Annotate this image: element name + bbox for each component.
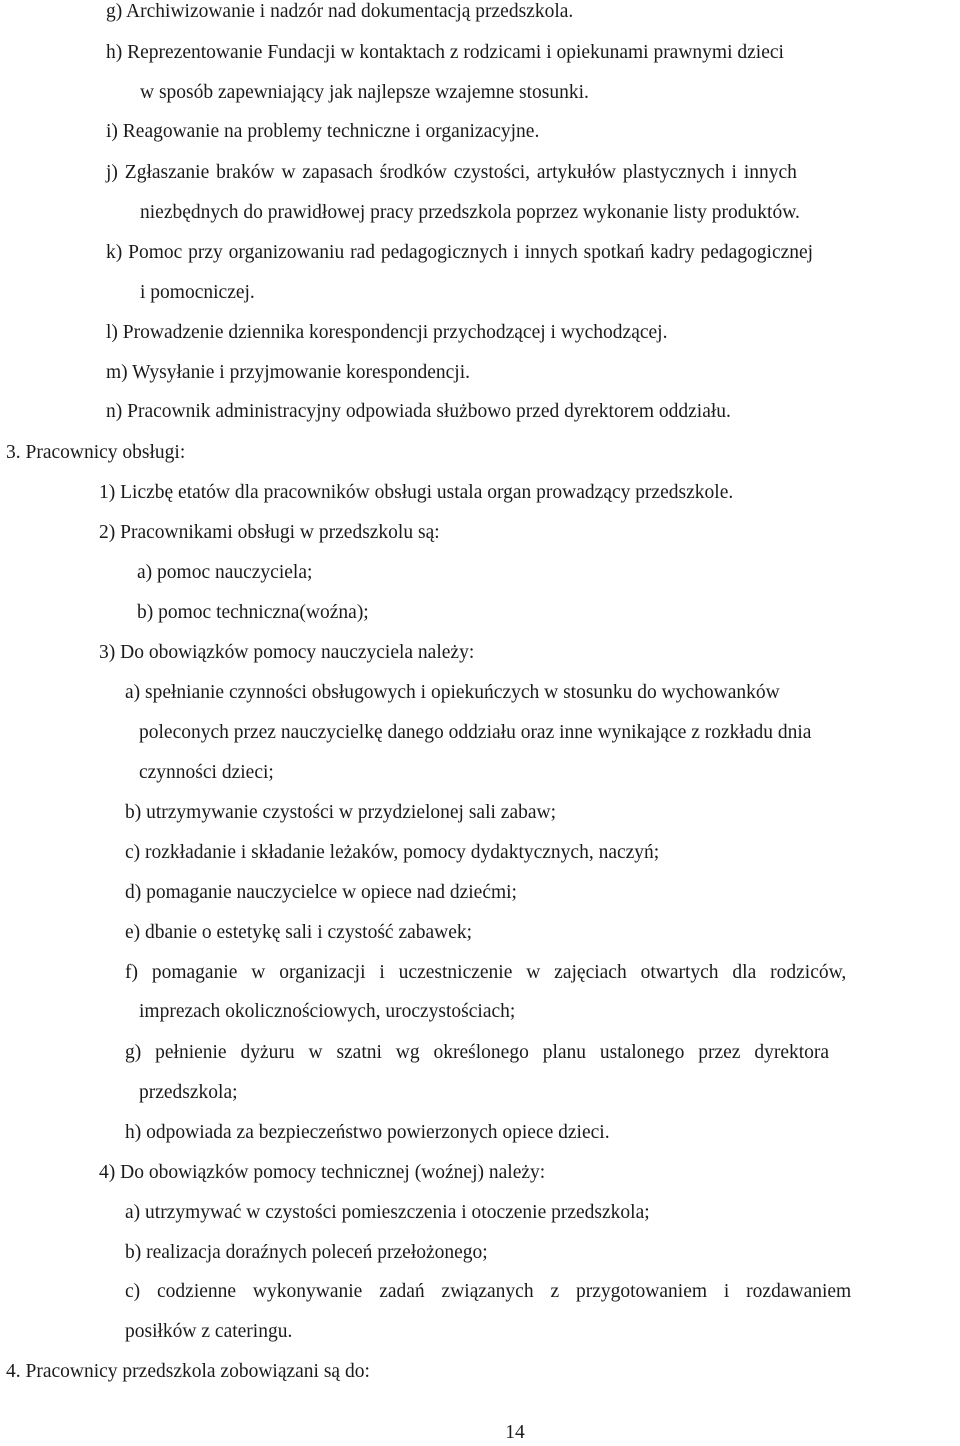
text-line: b) utrzymywanie czystości w przydzielonej sali zabaw; xyxy=(125,802,557,823)
text-line: g) Archiwizowanie i nadzór nad dokumentacją przedszkola. xyxy=(106,1,574,22)
text-line: a) utrzymywać w czystości pomieszczenia i otoczenie przedszkola; xyxy=(125,1202,650,1223)
text-line: j) Zgłaszanie braków w zapasach środków czystości, artykułów plastycznych i innych xyxy=(106,162,797,183)
text-line: poleconych przez nauczycielkę danego oddziału oraz inne wynikające z rozkładu dnia xyxy=(139,722,812,743)
text-line: n) Pracownik administracyjny odpowiada służbowo przed dyrektorem oddziału. xyxy=(106,401,731,422)
text-line: b) realizacja doraźnych poleceń przełożonego; xyxy=(125,1242,488,1263)
text-line: l) Prowadzenie dziennika korespondencji przychodzącej i wychodzącej. xyxy=(106,322,668,343)
text-line: h) odpowiada za bezpieczeństwo powierzonych opiece dzieci. xyxy=(125,1122,610,1143)
text-line: posiłków z cateringu. xyxy=(125,1321,293,1342)
text-line: niezbędnych do prawidłowej pracy przedszkola poprzez wykonanie listy produktów. xyxy=(140,202,800,223)
text-line: czynności dzieci; xyxy=(139,762,274,783)
text-line: i pomocniczej. xyxy=(140,282,255,303)
text-line: d) pomaganie nauczycielce w opiece nad dziećmi; xyxy=(125,882,517,903)
text-line: c) rozkładanie i składanie leżaków, pomocy dydaktycznych, naczyń; xyxy=(125,842,660,863)
text-line: f) pomaganie w organizacji i uczestniczenie w zajęciach otwartych dla rodziców, xyxy=(125,962,847,983)
text-line: 2) Pracownikami obsługi w przedszkolu są: xyxy=(99,522,440,543)
text-line: b) pomoc techniczna(woźna); xyxy=(137,602,369,623)
section-heading: 3. Pracownicy obsługi: xyxy=(6,442,186,463)
text-line: 4) Do obowiązków pomocy technicznej (woźnej) należy: xyxy=(99,1162,546,1183)
text-line: imprezach okolicznościowych, uroczystościach; xyxy=(139,1001,516,1022)
text-line: 3) Do obowiązków pomocy nauczyciela należy: xyxy=(99,642,475,663)
text-line: e) dbanie o estetykę sali i czystość zabawek; xyxy=(125,922,473,943)
text-line: m) Wysyłanie i przyjmowanie korespondencji. xyxy=(106,362,470,383)
text-line: k) Pomoc przy organizowaniu rad pedagogicznych i innych spotkań kadry pedagogicznej xyxy=(106,242,814,263)
page-number: 14 xyxy=(505,1422,525,1443)
text-line: przedszkola; xyxy=(139,1082,238,1103)
text-line: a) spełnianie czynności obsługowych i opiekuńczych w stosunku do wychowanków xyxy=(125,682,780,703)
text-line: g) pełnienie dyżuru w szatni wg określonego planu ustalonego przez dyrektora xyxy=(125,1042,830,1063)
text-line: 1) Liczbę etatów dla pracowników obsługi ustala organ prowadzący przedszkole. xyxy=(99,482,734,503)
text-line: h) Reprezentowanie Fundacji w kontaktach z rodzicami i opiekunami prawnymi dzieci xyxy=(106,42,784,63)
text-line: c) codzienne wykonywanie zadań związanych z przygotowaniem i rozdawaniem xyxy=(125,1281,852,1302)
section-heading: 4. Pracownicy przedszkola zobowiązani są do: xyxy=(6,1361,370,1382)
text-line: w sposób zapewniający jak najlepsze wzajemne stosunki. xyxy=(140,82,589,103)
text-line: a) pomoc nauczyciela; xyxy=(137,562,313,583)
text-line: i) Reagowanie na problemy techniczne i organizacyjne. xyxy=(106,121,540,142)
